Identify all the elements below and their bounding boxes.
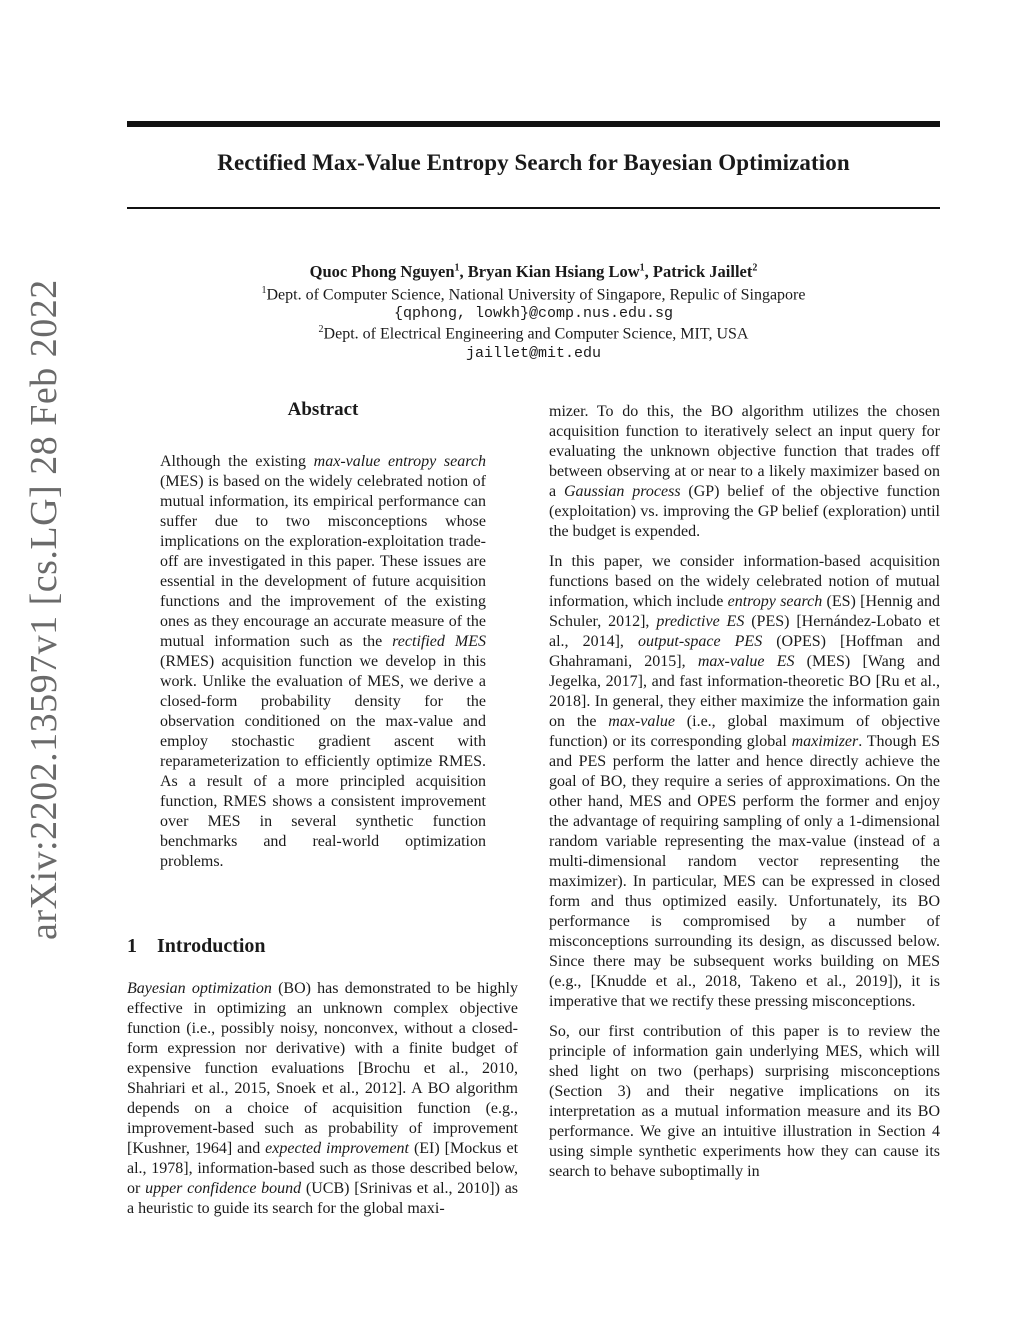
paragraph: mizer. To do this, the BO algorithm utilizes the chosen acquisition function to iteratively select an input query for evaluating the unknown objective function that trades off between observing at or near to a likely maximizer based on a Gaussian process (GP) belief of the objective function (exploitation) vs. improving the GP belief (exploration) until the budget is expended.: [549, 403, 940, 540]
author-affiliation-mark: 1: [639, 262, 645, 274]
author-name: Patrick Jaillet: [652, 262, 753, 281]
email: jaillet@mit.edu: [465, 345, 602, 362]
affiliation-mark: 2: [318, 324, 324, 335]
author-name: Quoc Phong Nguyen: [309, 262, 455, 281]
affiliation: $^1$Dept. of Computer Science, National University of Singapore, Repulic of Singapore: [261, 285, 806, 304]
right-column: [549, 402, 940, 1182]
author-list: Quoc Phong Nguyen$^1$, Bryan Kian Hsiang Low$^1$, Patrick Jaillet$^2$: [309, 262, 758, 281]
section-title: Introduction: [157, 935, 266, 957]
affiliation: $^2$Dept. of Electrical Engineering and Computer Science, MIT, USA: [318, 324, 749, 343]
paper-title: Rectified Max-Value Entropy Search for Bayesian Optimization: [217, 150, 850, 175]
abstract-body: Although the existing max-value entropy search (MES) is based on the widely celebrated notion of mutual information, its empirical performance can suffer due to two misconceptions whose implications on the exploration-exploitation trade-off are investigated in this paper. These issues are essential in the development of future acquisition functions and the improvement of the existing ones as they encourage an accurate measure of the mutual information such as the rectified MES (RMES) acquisition function we develop in this work. Unlike the evaluation of MES, we derive a closed-form probability density for the observation conditioned on the max-value and employ stochastic gradient ascent with reparameterization to efficiently optimize RMES. As a result of a more principled acquisition function, RMES shows a consistent improvement over MES in several synthetic function benchmarks and real-world optimization problems.: [160, 453, 486, 870]
paragraph: So, our first contribution of this paper is to review the principle of information gain underlying MES, which will shed light on two (perhaps) surprising misconceptions (Section 3) and their negative implications on its interpretation as a mutual information measure and its BO performance. We give an intuitive illustration in Section 4 using simple synthetic experiments how they can cause its search to behave suboptimally in: [549, 1023, 940, 1180]
author-affiliation-mark: 2: [752, 262, 758, 274]
title-bottom-rule: [127, 207, 940, 209]
author-name: Bryan Kian Hsiang Low: [467, 262, 640, 281]
abstract-heading: Abstract: [287, 399, 359, 420]
section-heading: [127, 935, 266, 958]
email: {qphong, lowkh}@comp.nus.edu.sg: [393, 305, 674, 322]
paragraph: In this paper, we consider information-based acquisition functions based on the widely celebrated notion of mutual information, which include entropy search (ES) [Hennig and Schuler, 2012], predictive ES (PES) [Hernández-Lobato et al., 2014], output-space PES (OPES) [Hoffman and Ghahramani, 2015], max-value ES (MES) [Wang and Jegelka, 2017], and fast information-theoretic BO [Ru et al., 2018]. In general, they either maximize the information gain on the max-value (i.e., global maximum of objective function) or its corresponding global maximizer. Though ES and PES perform the latter and hence directly achieve the goal of BO, they require a series of approximations. On the other hand, MES and OPES perform the former and enjoy the advantage of requiring sampling of only a 1-dimensional random variable representing the max-value (instead of a multi-dimensional random vector representing the maximizer). In particular, MES can be expressed in closed form and thus optimized easily. Unfortunately, its BO performance is compromised by a number of misconceptions surrounding its design, as discussed below. Since there may be subsequent works building on MES (e.g., [Knudde et al., 2018, Takeno et al., 2019]), it is imperative that we rectify these pressing misconceptions.: [549, 553, 941, 1010]
intro-paragraph: Bayesian optimization (BO) has demonstrated to be highly effective in optimizing an unknown complex objective function (i.e., possibly noisy, nonconvex, without a closed-form expression nor derivative) with a finite budget of expensive function evaluations [Brochu et al., 2010, Shahriari et al., 2015, Snoek et al., 2012]. A BO algorithm depends on a choice of acquisition function (e.g., improvement-based such as probability of improvement [Kushner, 1964] and expected improvement (EI) [Mockus et al., 1978], information-based such as those described below, or upper confidence bound (UCB) [Srinivas et al., 2010]) as a heuristic to guide its search for the global maxi-: [127, 980, 519, 1217]
top-rule: [127, 121, 940, 127]
author-affiliation-mark: 1: [454, 262, 460, 274]
arxiv-identifier: arXiv:2202.13597v1 [cs.LG] 28 Feb 2022: [23, 279, 65, 940]
section-number: 1: [127, 935, 137, 957]
affiliation-mark: 1: [261, 285, 267, 296]
